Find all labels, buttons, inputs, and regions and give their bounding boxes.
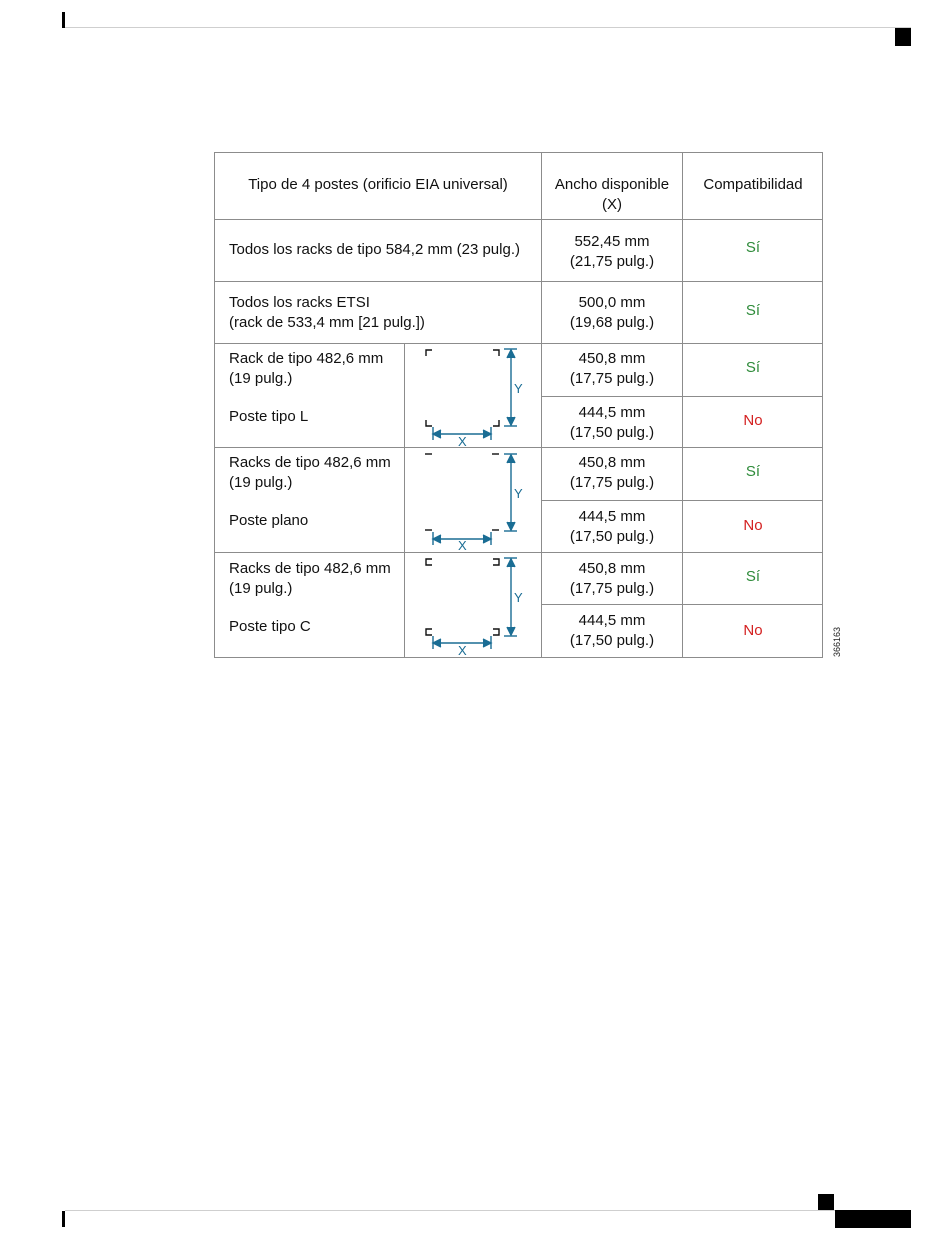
y-label-1: Y xyxy=(514,381,523,396)
group2-entry2-mm: 444,5 mm xyxy=(578,508,646,525)
row1-desc: Todos los racks de tipo 584,2 mm (23 pulg.) xyxy=(229,241,520,258)
group2-desc xyxy=(229,453,403,531)
row1-width-in: (21,75 pulg.) xyxy=(569,253,655,270)
row2-width-in: (19,68 pulg.) xyxy=(569,314,655,331)
group1-title-line1: Rack de tipo 482,6 mm xyxy=(229,350,384,367)
l-post-diagram xyxy=(426,349,517,440)
row1-width-mm: 552,45 mm xyxy=(574,233,650,250)
row2-desc xyxy=(229,293,539,333)
header-type: Tipo de 4 postes (orificio EIA universal) xyxy=(248,176,508,193)
group3-entry1-compat: Sí xyxy=(745,568,761,585)
group3-post-type: Poste tipo C xyxy=(229,618,311,635)
c-post-diagram xyxy=(426,558,517,649)
header-width-line1: Ancho disponible xyxy=(554,176,670,193)
group1-post-type: Poste tipo L xyxy=(229,408,309,425)
group1-entry1-width xyxy=(542,349,682,389)
x-label-3: X xyxy=(458,643,467,658)
header-width xyxy=(542,175,682,215)
group3-entry2-in: (17,50 pulg.) xyxy=(569,632,655,649)
group1-desc xyxy=(229,349,403,427)
figure-number-text: 366163 xyxy=(832,626,843,658)
group1-entry1-mm: 450,8 mm xyxy=(578,350,646,367)
group2-post-type: Poste plano xyxy=(229,512,309,529)
group3-entry1-in: (17,75 pulg.) xyxy=(569,580,655,597)
group2-title-line2: (19 pulg.) xyxy=(229,474,293,491)
group3-title-line2: (19 pulg.) xyxy=(229,580,293,597)
group2-entry1-compat: Sí xyxy=(745,463,761,480)
x-label-1: X xyxy=(458,434,467,449)
group1-entry1-compat: Sí xyxy=(745,359,761,376)
row1-width xyxy=(542,232,682,272)
group3-desc xyxy=(229,559,403,637)
group1-entry2-mm: 444,5 mm xyxy=(578,404,646,421)
group3-title-line1: Racks de tipo 482,6 mm xyxy=(229,560,391,577)
row2-width-mm: 500,0 mm xyxy=(578,294,646,311)
group2-entry2-width xyxy=(542,507,682,547)
figure-number xyxy=(832,625,846,659)
y-label-2: Y xyxy=(514,486,523,501)
group3-entry2-width xyxy=(542,611,682,651)
group2-title-line1: Racks de tipo 482,6 mm xyxy=(229,454,391,471)
y-label-3: Y xyxy=(514,590,523,605)
group2-entry1-mm: 450,8 mm xyxy=(578,454,646,471)
group3-entry1-width xyxy=(542,559,682,599)
row2-desc-line2: (rack de 533,4 mm [21 pulg.]) xyxy=(229,314,425,331)
group3-entry1-mm: 450,8 mm xyxy=(578,560,646,577)
group1-entry2-in: (17,50 pulg.) xyxy=(569,424,655,441)
flat-post-diagram xyxy=(425,454,517,545)
group2-entry2-in: (17,50 pulg.) xyxy=(569,528,655,545)
row2-desc-line1: Todos los racks ETSI xyxy=(229,294,370,311)
group2-entry1-width xyxy=(542,453,682,493)
header-width-line2: (X) xyxy=(602,196,622,213)
group3-entry2-compat: No xyxy=(743,622,763,639)
header-compat: Compatibilidad xyxy=(703,176,803,193)
group1-entry2-compat: No xyxy=(743,412,763,429)
group3-entry2-mm: 444,5 mm xyxy=(578,612,646,629)
group2-entry1-in: (17,75 pulg.) xyxy=(569,474,655,491)
group1-entry2-width xyxy=(542,403,682,443)
x-label-2: X xyxy=(458,538,467,553)
row2-width xyxy=(542,293,682,333)
row2-compat: Sí xyxy=(745,302,761,319)
group2-entry2-compat: No xyxy=(743,517,763,534)
group1-entry1-in: (17,75 pulg.) xyxy=(569,370,655,387)
group1-title-line2: (19 pulg.) xyxy=(229,370,293,387)
row1-compat: Sí xyxy=(745,239,761,256)
